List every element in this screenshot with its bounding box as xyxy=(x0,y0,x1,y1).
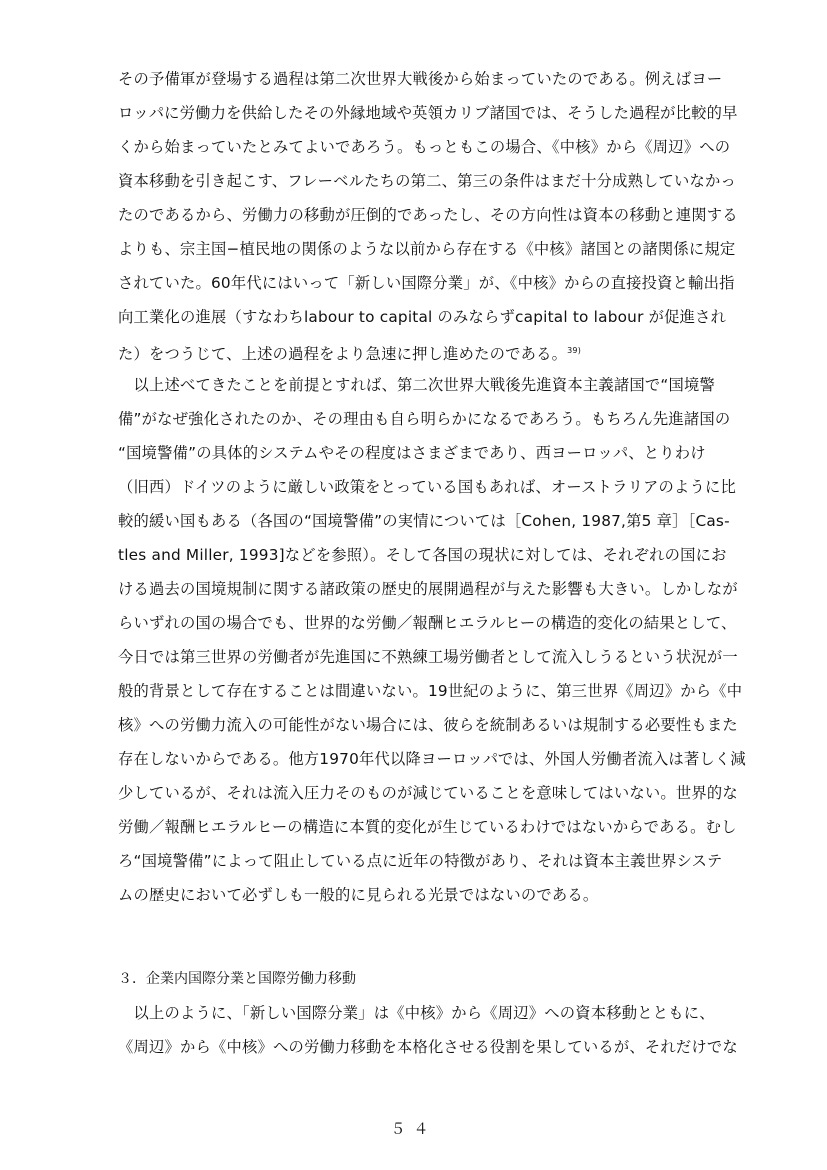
footnote-mark: 39) xyxy=(567,346,582,355)
text-line: たのであるから、労働力の移動が圧倒的であったし、その方向性は資本の移動と連関する xyxy=(118,206,738,224)
text-line-content: た）をつうじて、上述の過程をより急速に押し進めたのである。 xyxy=(118,345,568,364)
text-line: 存在しないからである。他方1970年代以降ヨーロッパでは、外国人労働者流入は著しく減 xyxy=(118,750,746,768)
text-line: 向工業化の進展（すなわちlabour to capital のみならずcapital to labour が促進され xyxy=(118,308,727,326)
text-line: 今日では第三世界の労働者が先進国に不熟練工場労働者として流入しうるという状況が一 xyxy=(118,648,738,666)
text-line: ける過去の国境規制に関する諸政策の歴史的展開過程が与えた影響も大きい。しかしなが xyxy=(118,580,738,598)
text-line: ろ“国境警備”によって阻止している点に近年の特徴があり、それは資本主義世界システ xyxy=(118,852,723,870)
text-line: 般的背景として存在することは間違いない。19世紀のように、第三世界《周辺》から《中 xyxy=(118,682,743,700)
text-line: 労働／報酬ヒエラルヒーの構造に本質的変化が生じているわけではないからである。むし xyxy=(118,818,737,836)
page-number: ５４ xyxy=(390,1120,437,1138)
text-line: されていた。60年代にはいって「新しい国際分業」が、《中核》からの直接投資と輸出指 xyxy=(118,274,735,292)
text-line: その予備軍が登場する過程は第二次世界大戦後から始まっていたのである。例えばヨー xyxy=(118,70,723,88)
text-line: 少しているが、それは流入圧力そのものが減じていることを意味してはいない。世界的な xyxy=(118,784,738,802)
text-line: ロッパに労働力を供給したその外縁地域や英領カリブ諸国では、そうした過程が比較的早 xyxy=(118,104,738,122)
text-line: くから始まっていたとみてよいであろう。もっともこの場合、《中核》から《周辺》への xyxy=(118,138,731,156)
text-line: らいずれの国の場合でも、世界的な労働／報酬ヒエラルヒーの構造的変化の結果として、 xyxy=(118,614,737,632)
text-line: tles and Miller, 1993]などを参照）。そして各国の現状に対しては、それぞれの国にお xyxy=(118,546,727,564)
text-line: 資本移動を引き起こす、フレーベルたちの第二、第三の条件はまだ十分成熟していなかっ xyxy=(118,172,737,190)
text-line: 《周辺》から《中核》への労働力移動を本格化させる役割を果しているが、それだけでな xyxy=(118,1038,738,1056)
text-line xyxy=(118,342,768,363)
text-line: 備”がなぜ強化されたのか、その理由も自ら明らかになるであろう。もちろん先進諸国の xyxy=(118,410,731,428)
section-heading: ３．企業内国際分業と国際労働力移動 xyxy=(118,971,356,987)
text-line: ムの歴史において必ずしも一般的に見られる光景ではないのである。 xyxy=(118,886,599,904)
text-line: （旧西）ドイツのように厳しい政策をとっている国もあれば、オーストラリアのように比 xyxy=(118,478,737,496)
text-line: 以上述べてきたことを前提とすれば、第二次世界大戦後先進資本主義諸国で“国境警 xyxy=(118,376,716,394)
text-line: よりも、宗主国−植民地の関係のような以前から存在する《中核》諸国との諸関係に規定 xyxy=(118,240,736,258)
text-line: 核》への労働力流入の可能性がない場合には、彼らを統制あるいは規制する必要性もまた xyxy=(118,716,738,734)
text-line: “国境警備”の具体的システムやその程度はさまざまであり、西ヨーロッパ、とりわけ xyxy=(118,444,706,462)
text-line: 較的緩い国もある（各国の“国境警備”の実情については［Cohen, 1987,第5 章］［Cas- xyxy=(118,512,730,530)
text-line: 以上のように、「新しい国際分業」は《中核》から《周辺》への資本移動とともに、 xyxy=(118,1004,715,1022)
